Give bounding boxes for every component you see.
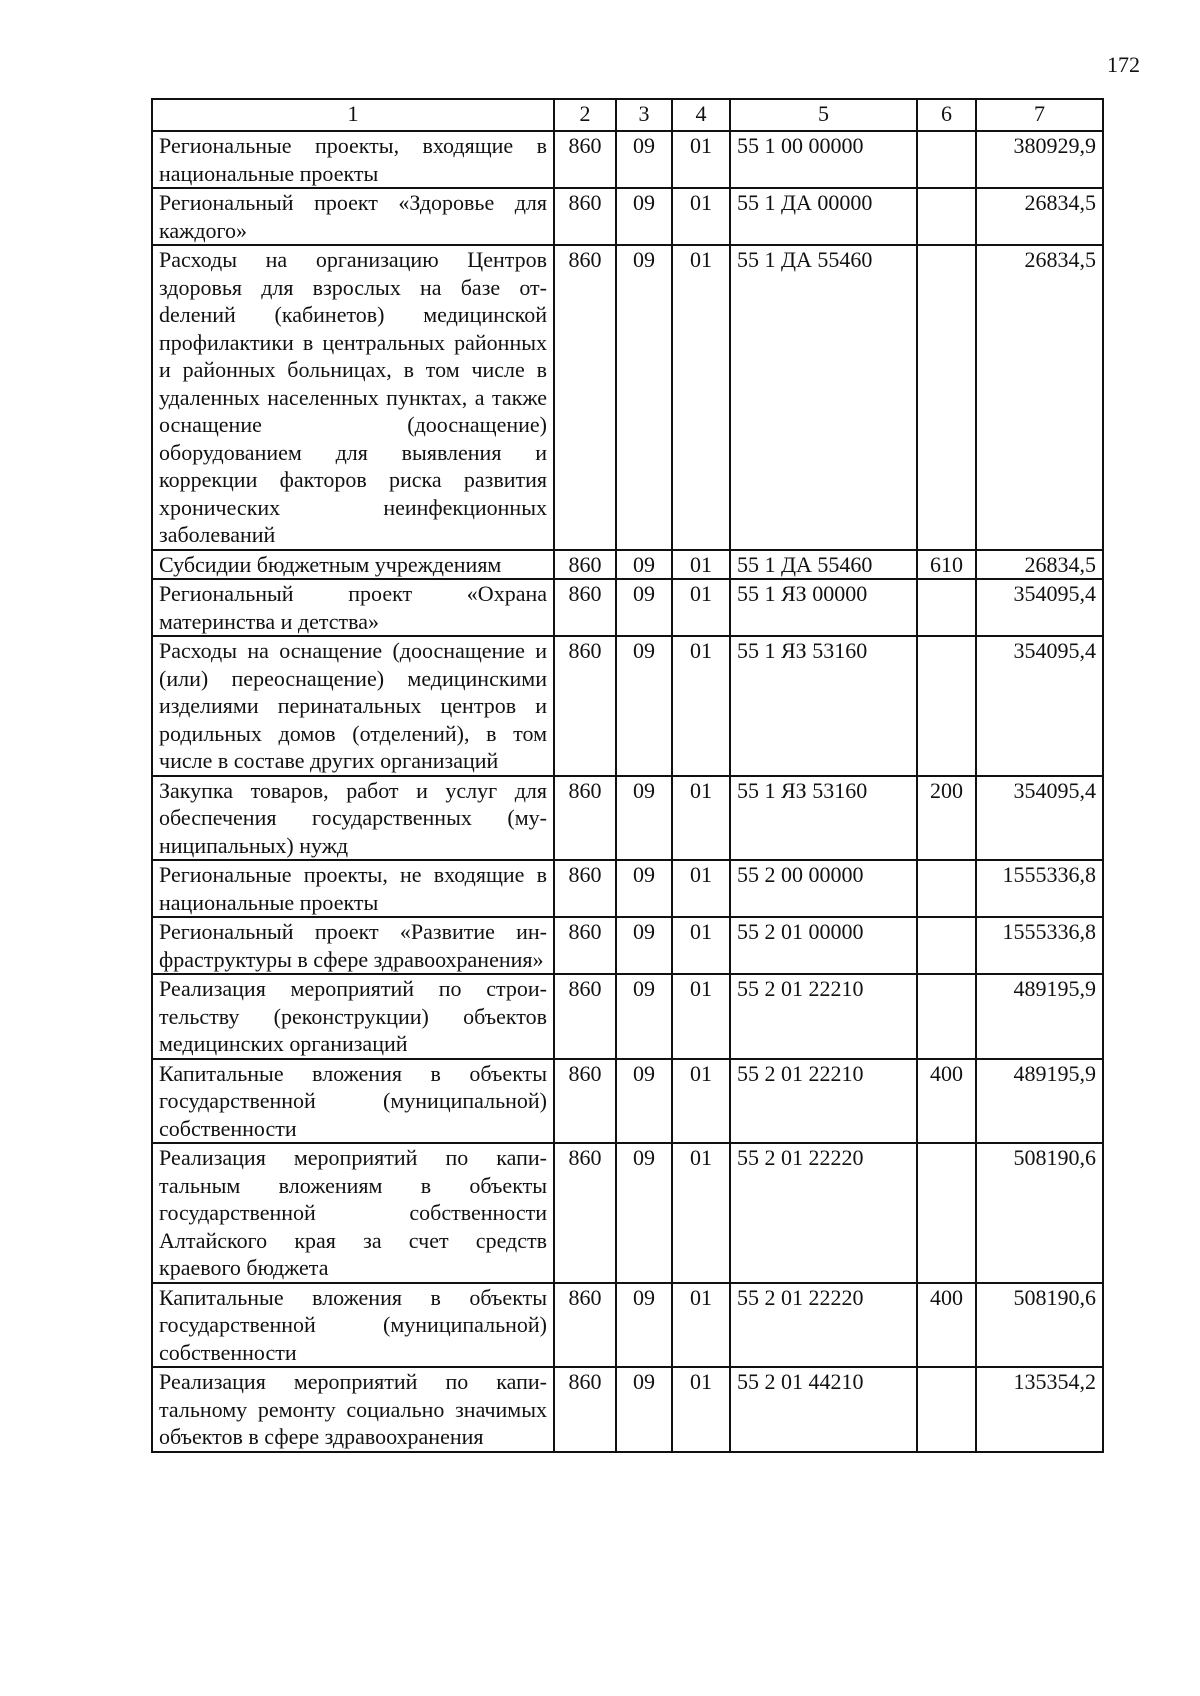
section-code: 09 xyxy=(616,550,672,580)
item-name: Региональный проект «Развитие инфраструктуры в сфере здравоохранения» xyxy=(152,917,554,974)
table-row xyxy=(152,579,1103,636)
expense-type-code xyxy=(917,974,976,1059)
amount: 508190,6 xyxy=(976,1283,1103,1368)
subsection-code: 01 xyxy=(672,1367,730,1452)
item-name: Региональные проекты, входящие в национальные проекты xyxy=(152,131,554,188)
ministry-code: 860 xyxy=(554,776,616,861)
amount: 354095,4 xyxy=(976,776,1103,861)
target-article-code: 55 1 ЯЗ 53160 xyxy=(730,636,917,776)
table-row xyxy=(152,636,1103,776)
expense-type-code xyxy=(917,188,976,245)
subsection-code: 01 xyxy=(672,188,730,245)
table-header xyxy=(152,99,1103,131)
target-article-code: 55 2 01 22220 xyxy=(730,1143,917,1283)
expense-type-code xyxy=(917,917,976,974)
header-cell-7: 7 xyxy=(976,99,1103,131)
subsection-code: 01 xyxy=(672,550,730,580)
expense-type-code xyxy=(917,1367,976,1452)
table-row xyxy=(152,1367,1103,1452)
ministry-code: 860 xyxy=(554,245,616,550)
subsection-code: 01 xyxy=(672,1059,730,1144)
target-article-code: 55 1 ДА 55460 xyxy=(730,245,917,550)
target-article-code: 55 2 01 44210 xyxy=(730,1367,917,1452)
section-code: 09 xyxy=(616,1059,672,1144)
section-code: 09 xyxy=(616,1367,672,1452)
target-article-code: 55 2 01 22210 xyxy=(730,1059,917,1144)
amount: 354095,4 xyxy=(976,636,1103,776)
table-row xyxy=(152,131,1103,188)
header-row xyxy=(152,99,1103,131)
subsection-code: 01 xyxy=(672,860,730,917)
ministry-code: 860 xyxy=(554,1367,616,1452)
section-code: 09 xyxy=(616,974,672,1059)
table-row xyxy=(152,550,1103,580)
expense-type-code xyxy=(917,636,976,776)
item-name: Реализация мероприятий по строительству (реконструкции) объектов медицинских организаций xyxy=(152,974,554,1059)
expense-type-code xyxy=(917,245,976,550)
amount: 26834,5 xyxy=(976,550,1103,580)
header-cell-2: 2 xyxy=(554,99,616,131)
ministry-code: 860 xyxy=(554,917,616,974)
table-row xyxy=(152,917,1103,974)
section-code: 09 xyxy=(616,636,672,776)
table-row xyxy=(152,1143,1103,1283)
table-row xyxy=(152,974,1103,1059)
subsection-code: 01 xyxy=(672,776,730,861)
header-cell-6: 6 xyxy=(917,99,976,131)
section-code: 09 xyxy=(616,860,672,917)
item-name: Капитальные вложения в объекты государственной (муниципальной) собственности xyxy=(152,1059,554,1144)
ministry-code: 860 xyxy=(554,188,616,245)
section-code: 09 xyxy=(616,131,672,188)
target-article-code: 55 2 01 22220 xyxy=(730,1283,917,1368)
amount: 489195,9 xyxy=(976,974,1103,1059)
target-article-code: 55 1 ЯЗ 53160 xyxy=(730,776,917,861)
item-name: Расходы на оснащение (дооснащение и (или) переоснащение) медицинскими изделиями перинатальных центров и родильных домов (отделений), в том числе в составе других организаций xyxy=(152,636,554,776)
budget-table xyxy=(151,98,1104,1453)
table-row xyxy=(152,245,1103,550)
ministry-code: 860 xyxy=(554,1059,616,1144)
expense-type-code xyxy=(917,579,976,636)
amount: 1555336,8 xyxy=(976,917,1103,974)
ministry-code: 860 xyxy=(554,1283,616,1368)
amount: 26834,5 xyxy=(976,245,1103,550)
subsection-code: 01 xyxy=(672,974,730,1059)
expense-type-code xyxy=(917,860,976,917)
amount: 489195,9 xyxy=(976,1059,1103,1144)
item-name: Закупка товаров, работ и услуг для обеспечения государственных (муниципальных) нужд xyxy=(152,776,554,861)
amount: 1555336,8 xyxy=(976,860,1103,917)
amount: 135354,2 xyxy=(976,1367,1103,1452)
item-name: Региональный проект «Охрана материнства и детства» xyxy=(152,579,554,636)
table-row xyxy=(152,860,1103,917)
amount: 354095,4 xyxy=(976,579,1103,636)
section-code: 09 xyxy=(616,1143,672,1283)
subsection-code: 01 xyxy=(672,579,730,636)
header-cell-5: 5 xyxy=(730,99,917,131)
section-code: 09 xyxy=(616,188,672,245)
table-row xyxy=(152,1283,1103,1368)
expense-type-code xyxy=(917,131,976,188)
target-article-code: 55 2 00 00000 xyxy=(730,860,917,917)
ministry-code: 860 xyxy=(554,131,616,188)
subsection-code: 01 xyxy=(672,1143,730,1283)
table-row xyxy=(152,188,1103,245)
target-article-code: 55 2 01 00000 xyxy=(730,917,917,974)
item-name: Реализация мероприятий по капитальному ремонту социально значимых объектов в сфере здравоохранения xyxy=(152,1367,554,1452)
section-code: 09 xyxy=(616,579,672,636)
section-code: 09 xyxy=(616,1283,672,1368)
target-article-code: 55 2 01 22210 xyxy=(730,974,917,1059)
header-cell-3: 3 xyxy=(616,99,672,131)
target-article-code: 55 1 ЯЗ 00000 xyxy=(730,579,917,636)
amount: 26834,5 xyxy=(976,188,1103,245)
ministry-code: 860 xyxy=(554,550,616,580)
page-number: 172 xyxy=(1107,52,1140,77)
subsection-code: 01 xyxy=(672,1283,730,1368)
target-article-code: 55 1 00 00000 xyxy=(730,131,917,188)
table-row xyxy=(152,776,1103,861)
amount: 508190,6 xyxy=(976,1143,1103,1283)
item-name: Субсидии бюджетным учреждениям xyxy=(152,550,554,580)
target-article-code: 55 1 ДА 00000 xyxy=(730,188,917,245)
expense-type-code xyxy=(917,1143,976,1283)
subsection-code: 01 xyxy=(672,131,730,188)
ministry-code: 860 xyxy=(554,579,616,636)
expense-type-code: 400 xyxy=(917,1059,976,1144)
subsection-code: 01 xyxy=(672,245,730,550)
item-name: Капитальные вложения в объекты государственной (муниципальной) собственности xyxy=(152,1283,554,1368)
amount: 380929,9 xyxy=(976,131,1103,188)
item-name: Реализация мероприятий по капитальным вложениям в объекты государственной собственности Алтайского края за счет средств краевого бюджета xyxy=(152,1143,554,1283)
expense-type-code: 400 xyxy=(917,1283,976,1368)
table-row xyxy=(152,1059,1103,1144)
ministry-code: 860 xyxy=(554,1143,616,1283)
subsection-code: 01 xyxy=(672,917,730,974)
ministry-code: 860 xyxy=(554,974,616,1059)
expense-type-code: 610 xyxy=(917,550,976,580)
header-cell-1: 1 xyxy=(152,99,554,131)
header-cell-4: 4 xyxy=(672,99,730,131)
item-name: Региональный проект «Здоровье для каждого» xyxy=(152,188,554,245)
ministry-code: 860 xyxy=(554,636,616,776)
item-name: Расходы на организацию Центров здоровья для взрослых на базе отdелений (кабинетов) медицинской профилактики в центральных районных и районных больницах, в том числе в удаленных населенных пунктах, а также оснащение (дооснащение) оборудованием для выявления и коррекции факторов риска развития хронических неинфекционных заболеваний xyxy=(152,245,554,550)
ministry-code: 860 xyxy=(554,860,616,917)
item-name: Региональные проекты, не входящие в национальные проекты xyxy=(152,860,554,917)
subsection-code: 01 xyxy=(672,636,730,776)
target-article-code: 55 1 ДА 55460 xyxy=(730,550,917,580)
section-code: 09 xyxy=(616,917,672,974)
table-body xyxy=(152,131,1103,1452)
section-code: 09 xyxy=(616,245,672,550)
section-code: 09 xyxy=(616,776,672,861)
expense-type-code: 200 xyxy=(917,776,976,861)
